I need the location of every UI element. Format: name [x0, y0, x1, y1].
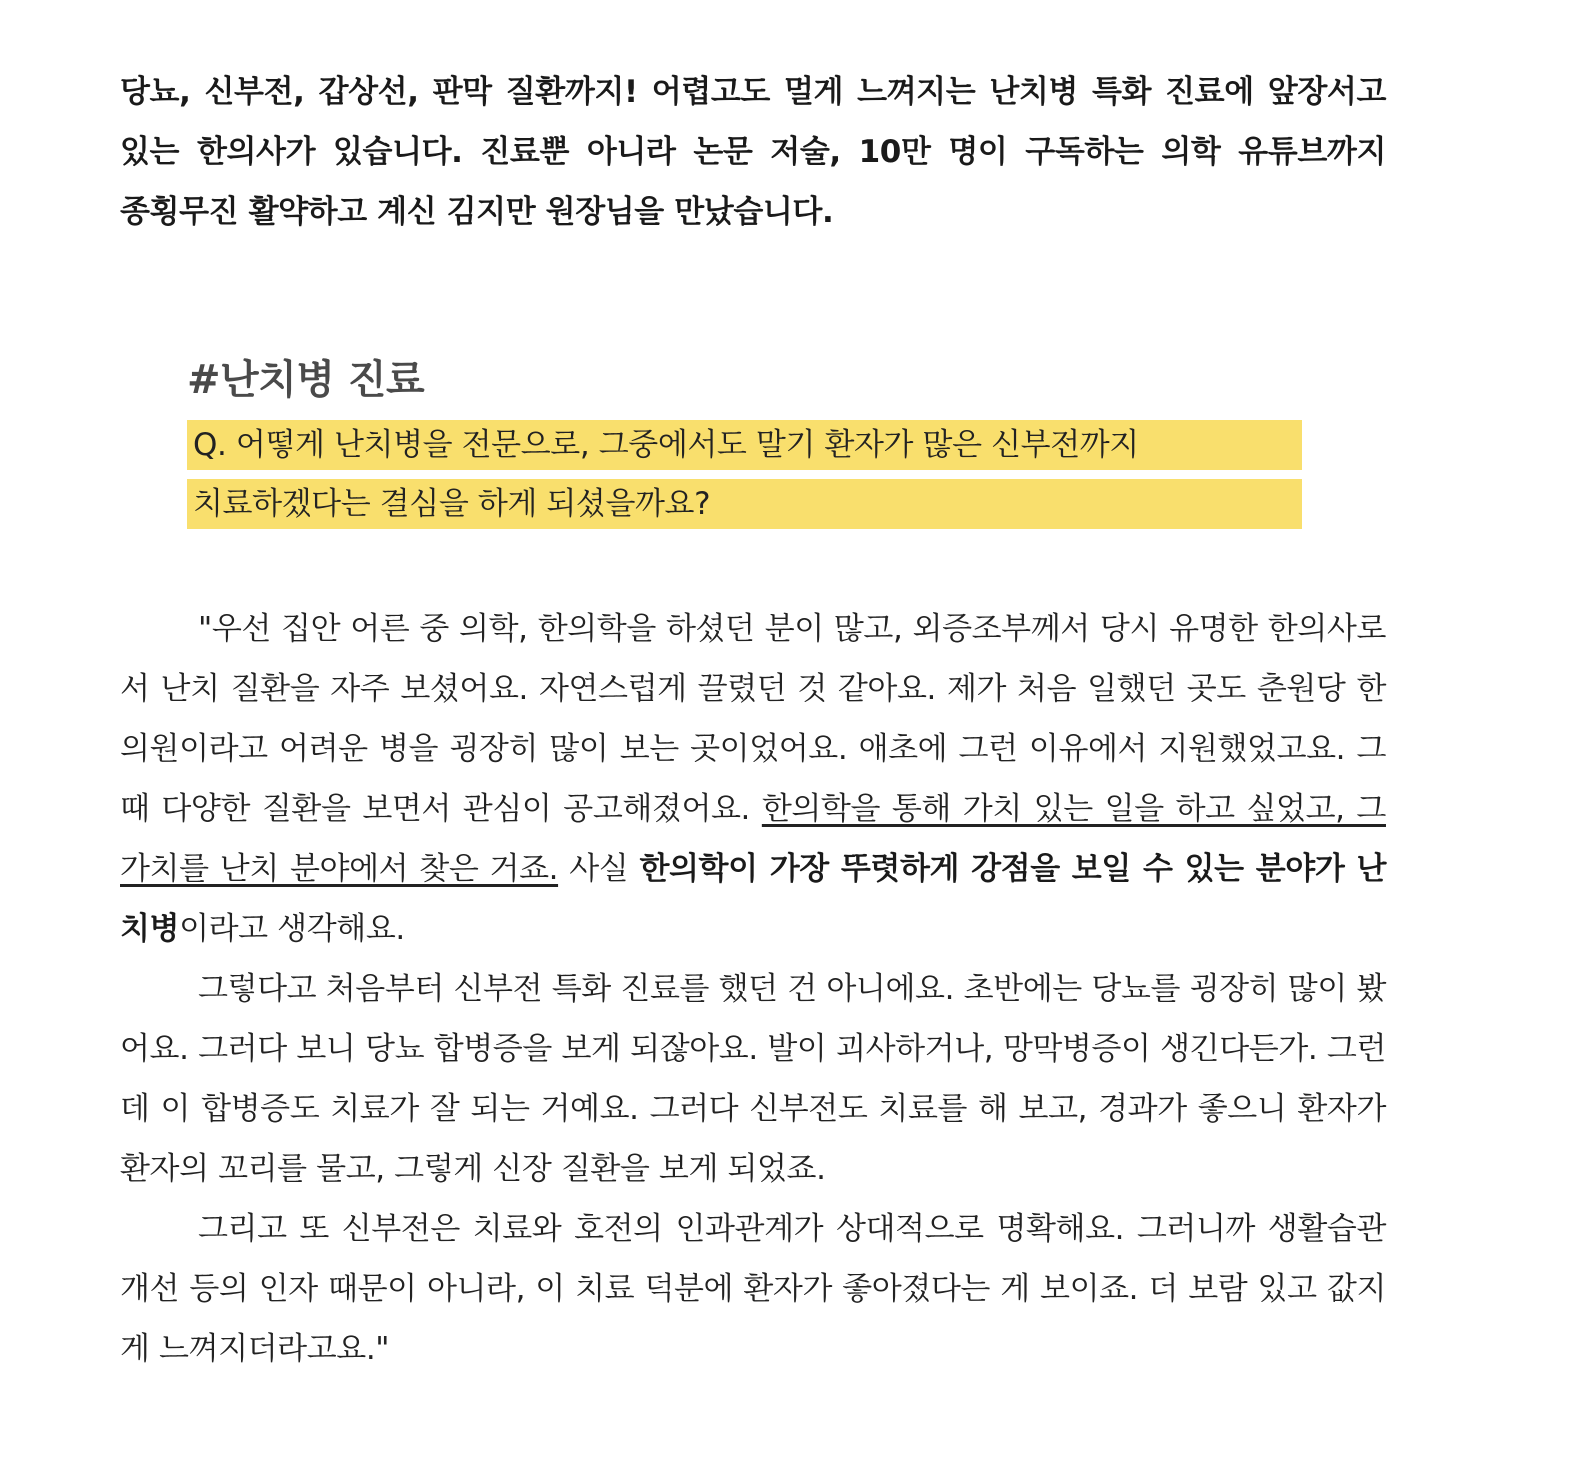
question-line-1: Q. 어떻게 난치병을 전문으로, 그중에서도 말기 환자가 많은 신부전까지 — [187, 420, 1302, 470]
question-line-2: 치료하겠다는 결심을 하게 되셨을까요? — [187, 479, 1302, 529]
answer-text: "우선 집안 어른 중 의학, 한의학을 하셨던 분이 많고, 외증조부께서 당시 유명한 한의사로서 난치 질환을 자주 보셨어요. 자연스럽게 끌렸던 것 같아요. 제가 처음 일했던 곳도 춘원당 한의원이라고 어려운 병을 굉장히 많이 보는 곳이었어요. 애초에 그런 이유에서 지원했었고요. 그때 다양한 질환을 보면서 관심이 공고해졌어요. — [120, 611, 1386, 827]
answer-paragraph-2: 그렇다고 처음부터 신부전 특화 진료를 했던 건 아니에요. 초반에는 당뇨를 굉장히 많이 봤어요. 그러다 보니 당뇨 합병증을 보게 되잖아요. 발이 괴사하거나, 망막병증이 생긴다든가. 그런데 이 합병증도 치료가 잘 되는 거예요. 그러다 신부전도 치료를 해 보고, 경과가 좋으니 환자가 환자의 꼬리를 물고, 그렇게 신장 질환을 보게 되었죠. — [120, 971, 1386, 1187]
article — [120, 62, 1386, 1379]
section-heading: #난치병 진료 — [187, 357, 425, 403]
intro-paragraph: 당뇨, 신부전, 갑상선, 판막 질환까지! 어렵고도 멀게 느껴지는 난치병 특화 진료에 앞장서고 있는 한의사가 있습니다. 진료뿐 아니라 논문 저술, 10만 명이 구독하는 의학 유튜브까지 종횡무진 활약하고 계신 김지만 원장님을 만났습니다. — [120, 74, 1386, 230]
bold-emphasis: 한의학이 가장 뚜렷하게 강점을 보일 수 있는 분야가 난치병 — [120, 851, 1386, 947]
answer-paragraph-1 — [120, 599, 1386, 959]
underlined-quote: 한의학을 통해 가치 있는 일을 하고 싶었고, 그 가치를 난치 분야에서 찾은 거죠. — [120, 791, 1386, 887]
answer-paragraph-3: 그리고 또 신부전은 치료와 호전의 인과관계가 상대적으로 명확해요. 그러니까 생활습관 개선 등의 인자 때문이 아니라, 이 치료 덕분에 환자가 좋아졌다는 게 보이죠. 더 보람 있고 값지게 느껴지더라고요." — [120, 1211, 1386, 1367]
interview-section — [187, 352, 1302, 529]
answer-text: 이라고 생각해요. — [179, 911, 405, 947]
answer-text: 사실 — [558, 851, 640, 887]
question-block — [187, 420, 1302, 529]
answer-body — [120, 599, 1386, 1379]
